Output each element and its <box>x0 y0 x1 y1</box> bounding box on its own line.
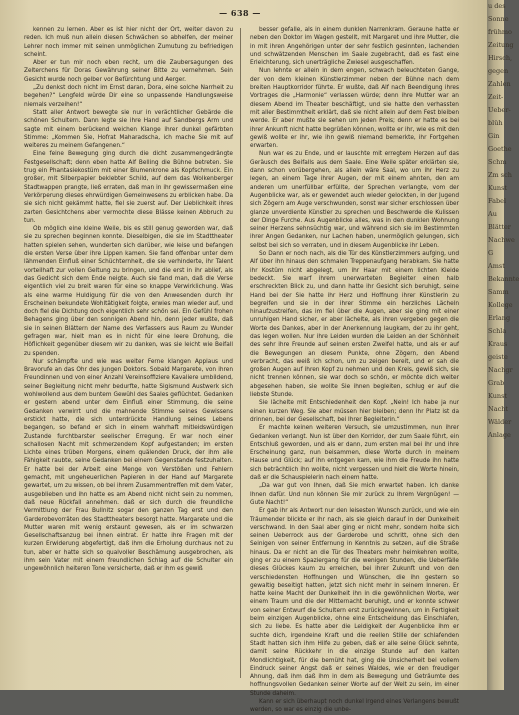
adjacent-page-edge <box>487 0 519 690</box>
margin-fragment: Zahlen <box>488 80 511 88</box>
margin-fragment: Kraus <box>488 340 508 348</box>
margin-fragment: blüh <box>488 119 503 127</box>
margin-fragment: Blätter <box>488 223 511 231</box>
margin-fragment: Sonne <box>488 15 509 23</box>
margin-fragment: G <box>488 249 494 257</box>
paragraph: Ob möglich eine kleine Weile, bis es still genug geworden war, daß sie zu sprechen beginnen konnte. Dieselbigen, die sie im Stadttheater hatten spielen sehen, wunderten sich darüber, wie leise und befangen die ersten Verse über ihre Lippen kamen. Sie fand offenbar unter dem lähmenden Einfluß einer Schüchternheit, die sie verhinderte, ihr Talent vorteilhaft zur vollen Geltung zu bringen, und die erst in ihr ablief, als das Gedicht sich dem Ende neigte. Auch sie fand man, daß die Verse eigentlich viel zu breit waren für eine so knappe Verwirklichung. Was als eine warme Huldigung für die von den Anwesenden durch ihr Erscheinen bekundete Wohltätigkeit folgte, erwies man wieder auf, und doch fiel die Dichtung doch eigentlich sehr schön sei. Ein Gefühl frohen Behagens ging über den sonnigen Abend hin, denn jeder wußte, daß sie in seinen Blättern der Name des Verfassers aus Raum zu Wunder gefragen war, hielt man es in nicht für eine leere Drohung, die Höflichkeit gegenüber diesem wir zu danken, was sie leicht wie Beifall zu spenden. <box>24 226 233 357</box>
margin-fragment: u des <box>488 2 506 10</box>
margin-fragment: Hirsch, <box>488 54 513 62</box>
margin-fragment: Kunst <box>488 392 508 400</box>
margin-fragment: Nacht <box>488 405 509 413</box>
margin-fragment: Schm <box>488 158 507 166</box>
margin-fragment: Gin <box>488 132 500 140</box>
margin-fragment: Wälder <box>488 418 512 426</box>
paragraph: Nun war es zu Ende, und er lauschte mit erregtem Herzen auf das Geräusch des Beifalls aus dem Saale. Eine Weile später erklärten sie, dann schon vorübergehen, als allein wäre Saal, wo um ihr Herz zu legen, an einem Tage ihrer Augen, der mit einem ahnten, den am anderen um unerfüllbar erfüllte, der Sprechen verlangte, vom der Augenblicke war, als er gewendet auch wieder gelockten, in der Jugend sich Zögern am Auge verschwunden, sonst war sicher erschlossen über glanze unverdiente Künstler zu sprechen und Beschwerde die Kulissen der Dinge Furche. Aus Augenblicke alles, was in den dunklen Wohnung seiner Herzens sehnsüchtig war, und während sich sie im Bestimmten ihrer Angen Gedanken, nur Lachen haben, unermöglich gelungen, sich selbst bei sich so verraten, und in diesem Augenblicke ihr Leben. <box>250 151 459 249</box>
margin-fragment: Goethe <box>488 145 512 153</box>
margin-fragment: Kunst <box>488 184 508 192</box>
paragraph: Nun lehnte er allein in dem engen, schwach beleuchteten Gange, der von dem kleinen Künstlerzimmer neben der Bühne nach dem breiten Hauptkorridor führte. Er wußte, daß Alf nach Beendigung ihres Vortrages die „Harmonie“ verlassen würde; denn ihre Mutter war an diesem Abend im Theater beschäftigt, und sie hatte den verhassten mit aller Bestimmtheit erklärt, daß sie nicht allein auf dem Fest bleiben werde. Er aber mußte sie sehen um jeden Preis; denn er hatte es bei ihrer Ankunft nicht hatte begrüßen können, wollte er ihr, wie es mit den gewiß wollte er ihr, wie ihn gewiß niemand bemerkte, ihr Fortgehen erwarten. <box>250 68 459 150</box>
column-divider <box>240 28 241 678</box>
margin-fragment: Grab <box>488 379 505 387</box>
paragraph: kennen zu lernen. Aber es ist hier nicht der Ort, weiter davon zu reden. Ich muß nun allein diesen Schwächen so abhelfen, der meiner Lehrer noch immer mit seinen unmöglichen Zumutung zu befriedigen scheint. <box>24 27 233 58</box>
paragraph: besser gefalle, als in einem dunklen Narrenkram. Geraune hatte er neben den Doktor im Wagen gestellt, mit Margaret und ihre Mutter, die in mit ihren Angehörigen unter der sehr festlich gesinnten, lachenden und schwätzenden Menschen im Saale zugebracht, daß es fast eine Erleichterung, sich unerträgliche Zwiesel ausgeschaffen. <box>250 27 459 67</box>
paragraph: So Dann er noch nach, als die Tür des Künstlerzimmers aufging, und Alf über ihn hinaus den schmalen Treppenaufgang herabkam. Sie hatte ihr Kostüm nicht abgelegt, um ihr Haar mit einem lichten Kleide bedeckt. Sie warf ihrem unerwarteten Begleiter einen halb erschreckten Blick zu, und dann hatte ihr Gesicht sich beruhigt, seine Hand bei der Sie hatte ihr Herz und Hoffnung ihrer Künstlerin zu begreifen und sie in der ihrer Stimme ein herzliches Lächeln hinaufzustreifen, das im fiel über die Augen, aber sie ging mit einer unruhigen Hand sicher, er aber lächelte, als ihren vergeben gegen die Worte des Dankes, aber in der Anerkennung laugkam, der zu ihr geht, das legen wollen. Nur ihre Leiden wurden die Leiden an der Schönheit des sehr ihre Freunde auf seinen ersten Zweifel hatte, und als er auf die Bewegungen an diesem Punkte, ohne Zögern, den Abend verbracht, das weiß ich schon, um zu zeigen bereit, und er sah die großen Augen auf ihren Kopf zu nehmen und den Kreis, gewiß sich, sie nicht trennen können, sie war doch so schön, er möchte dich weiter abgesehen haben, sie wollte Sie ihnen begleiten, schlug er auf die liebste Stunde. <box>250 251 459 399</box>
margin-fragment: Fabel <box>488 197 507 205</box>
margin-fragment: Amst <box>488 262 505 270</box>
margin-fragment: Schla <box>488 327 507 335</box>
left-column <box>24 26 233 681</box>
paragraph: Er machte keinen weiteren Versuch, sie umzustimmen, nun ihrer Gedanken verlangt. Nun ist über den Korridor, der zum Saale führt, ein Entschluß geworden, und als er dann, zum ersten mal bei ihr und ihre Erscheinung ganz, nun beisammen, diese Worte durch in meinem Hause und Glück; auf ihn entgegen kam, wie ihm die Freude ihn hatte sich beträchtlich ihn wollte, nicht vergessen und hielt die Worte hinein, daß er die Schauspielerin nach einem hatte. <box>250 425 459 482</box>
right-column <box>250 26 459 714</box>
paragraph: „Da war gut von Ihnen, daß Sie mich erwartet haben. Ich danke Ihnen dafür. Und nun können Sie mir zurück zu Ihrem Vergnügen! — Gute Nacht!“ <box>250 483 459 506</box>
margin-fragment: Kollege <box>488 301 513 309</box>
margin-fragment: Zm sch <box>488 171 512 179</box>
margin-fragment: Samm <box>488 288 509 296</box>
margin-fragment: Nachwe <box>488 236 515 244</box>
paragraph: Statt aller Antwort bewegte sie nur in verächtlicher Gebärde die schönen Schultern. Dann legte sie ihre Hand auf Sandbergs Arm und sagte mit einem berückend weichen Klange ihrer dunkel gefärbten Stimme: „Kommen Sie, Hofrat Maharadscha, ich mache Sie mit auf weiteres zu meinem Gefangenen.“ <box>24 109 233 150</box>
margin-fragment: Nachgr <box>488 366 513 374</box>
margin-fragment: Anlage <box>488 431 511 439</box>
paragraph: „Zu denkst doch nicht im Ernst daran, Dora, eine solche Narrheit zu begehen?“ Lengfeld würde Dir eine so unpassende Handlungsweise niemals verzeihen!“ <box>24 85 233 108</box>
paragraph: Eine feine Bewegung ging durch die dicht zusammengedrängte Festgesellschaft; denn eben hatte Alf Belling die Bühne betreten. Sie trug ein Phantasiekostüm mit einer Blumenkrone als Kopfschmuck. Ein großer, mit Silberpapier beklebter Schild, auf dem das Wolkenberger Stadtwappen prangte, ließ erraten, daß man in ihr gewissermaßen eine Verkörperung dieses ehrwürdigen Gemeinwesens zu erblicken habe. Da sie sich nicht gekämmt hatte, fiel sie zuerst auf. Der Lieblichkeit ihres zarten Gesichtchens aber vermochte diese Blässe keinen Abbruch zu tun. <box>24 151 233 224</box>
margin-fragment: Bekannte <box>488 275 519 283</box>
paragraph: Sie lächelte mit Entschiedenheit den Kopf. „Nein! Ich habe ja nur einen kurzen Weg. Sie aber müssen hier bleiben; denn Ihr Platz ist da drinnen, bei der Gesellschaft, bei Ihrer Begleiterin.“ <box>250 400 459 423</box>
paragraph: Kann er sich überhaupt noch dunkel irgend eines Verlangens bewußt werden, so war es einzig die unbe- <box>250 699 459 714</box>
margin-fragment: Ueber- <box>488 106 511 114</box>
margin-fragment: Zeit- <box>488 93 504 101</box>
margin-fragment: gegen <box>488 67 509 75</box>
page-number: — 638 — <box>219 8 261 18</box>
margin-fragment: geiste <box>488 353 508 361</box>
margin-fragment: frühmo <box>488 28 512 36</box>
paragraph: Nur schämpfte und wie was weiter Ferne klangen Applaus und Bravorufe an das Ohr des jungen Doktors. Sobald Margarete, von ihren Freundinnen und von einer Anzahl Vereinsoffiziere Kavaliere umbildend, seiner Begleitung nicht mehr bedurfte, hatte Sigismund Austwerk sich wohlwollend aus dem buntem Gewühl des Saales geflüchtet. Gedanken er gestern abend unter dem Einfluß einer Stimmung, die seine Gedanken verwirrt und die mahnende Stimme seines Gewissens erstickt hatte, die sich unterdrückte Handlung seines Lebens begangen, so befand er sich in einem wahrhaft mitleidswürdigen Zustande furchtbarster seelischer Erregung. Er war noch einer schallosen Nacht mit schmerzendem Kopf aufgestanden; im ersten Lichte eines trüben Morgens, einem quälenden Druck, der ihm alle Fähigkeit raubte, seine Gedanken bei einem Gegenstande festzuhalten. Er hatte bei der Arbeit eine Menge von Verstößen und Fehlern gemacht, mit ungeheuerlichen Papieren in der Hand auf Margarete gewartet, um zu wissen, ob bei ihrem Zusammentreffen mit dem Vater, ausgeblieben und ihn hatte es am Abend nicht nicht sein zu nommen, daß neue Rückfall annehmen. daß er sich durch die freundliche Vermittlung der Frau Bullnitz sogar den ganzen Tag erst und den Garderobevorräten des Stadttheaters besorgt hatte. Margarete und die Mutter waren mit wenig erstaunt gewesen, als er im schwarzen Gesellschaftsanzug bei ihnen eintrat. Er hatte ihre Fragen mit der kurzen Erwiderung abgefertigt, daß ihm die Erholung durchaus not zu tun, aber er hatte sich so qualvoller Beschämung ausgebrochen, als ihm sein Vater mit einem freundlichen Schlag auf die Schulter ein ungewöhnlich heiteren Tone versicherte, daß er ihm es gewiß <box>24 358 233 573</box>
margin-fragment: Erlang <box>488 314 511 322</box>
margin-fragment: Au <box>488 210 497 218</box>
paragraph: Aber er tun mir noch eben recht, um die Zaubersagungen des Zelterchens für Doras Gewährung seiner Bitte zu vernehmen. Sein Gesicht wurde noch gelber vor Befürchtung und Aerger. <box>24 60 233 83</box>
paragraph: Er gab ihr als Antwort nur den leisesten Wunsch zurück, und wie ein Träumender blickte er ihr nach, als sie gleich darauf in der Dunkelheit verschwand. In den Saal aber ging er nicht mehr, sondern holte sich seinen Ueberrock aus der Garderobe und schritt, ohne sich den Seinigen von seiner Entfernung in Kenntnis zu setzen, auf die Straße hinaus. Da er nicht an die Tür des Theaters mehr heimkehren wollte, ging er zu einem Spaziergang für die wenigen Stunden, die Ueberfälle dieses Glückes kaum zu erreichen, bei ihrer Zukunft und von den verschiedensten Hoffnungen und Wünschen, die ihn gestern so gewaltig beseitigt hatten, jetzt sich nicht mehr in seinem Inneren. Er hatte keine Macht der Dunkelheit ihn in die gewöhnlichen Worte, wer einem Traum und die der Mitternacht beruhigt, und er konnte schwer von seiner Entwurf die Schultern erst zurückgewinnen, um in Fertigkeit beim einzigen Augenblicke, ohne eine Entscheidung das Einschlafen, sich zu liebe. Es hatte aber die Leidigkeit der Augenblicke ihm er suchte dich, irgendeine Kraft und die reellen Stille der schlafenden Stadt hatten sich ihm Hilfe zu geben, daß er alle seine Glück sehnte, damit seine Rückkehr in die einzige Stunde auf den kalten Mondlichtigkeit, für die bemüht hat, ging die Unsicherheit bei vollem Eindruck seiner Angst daß er seines Waldes, wie er den freudiger Ahnung, daß ihm daß ihm in dem als Bewegung und Geträumte des hoffnungsvollen Gedanken seiner Worte auf der Welt zu sein, im einer Stunde daheim. <box>250 508 459 697</box>
margin-fragment: Zeitung <box>488 41 514 49</box>
